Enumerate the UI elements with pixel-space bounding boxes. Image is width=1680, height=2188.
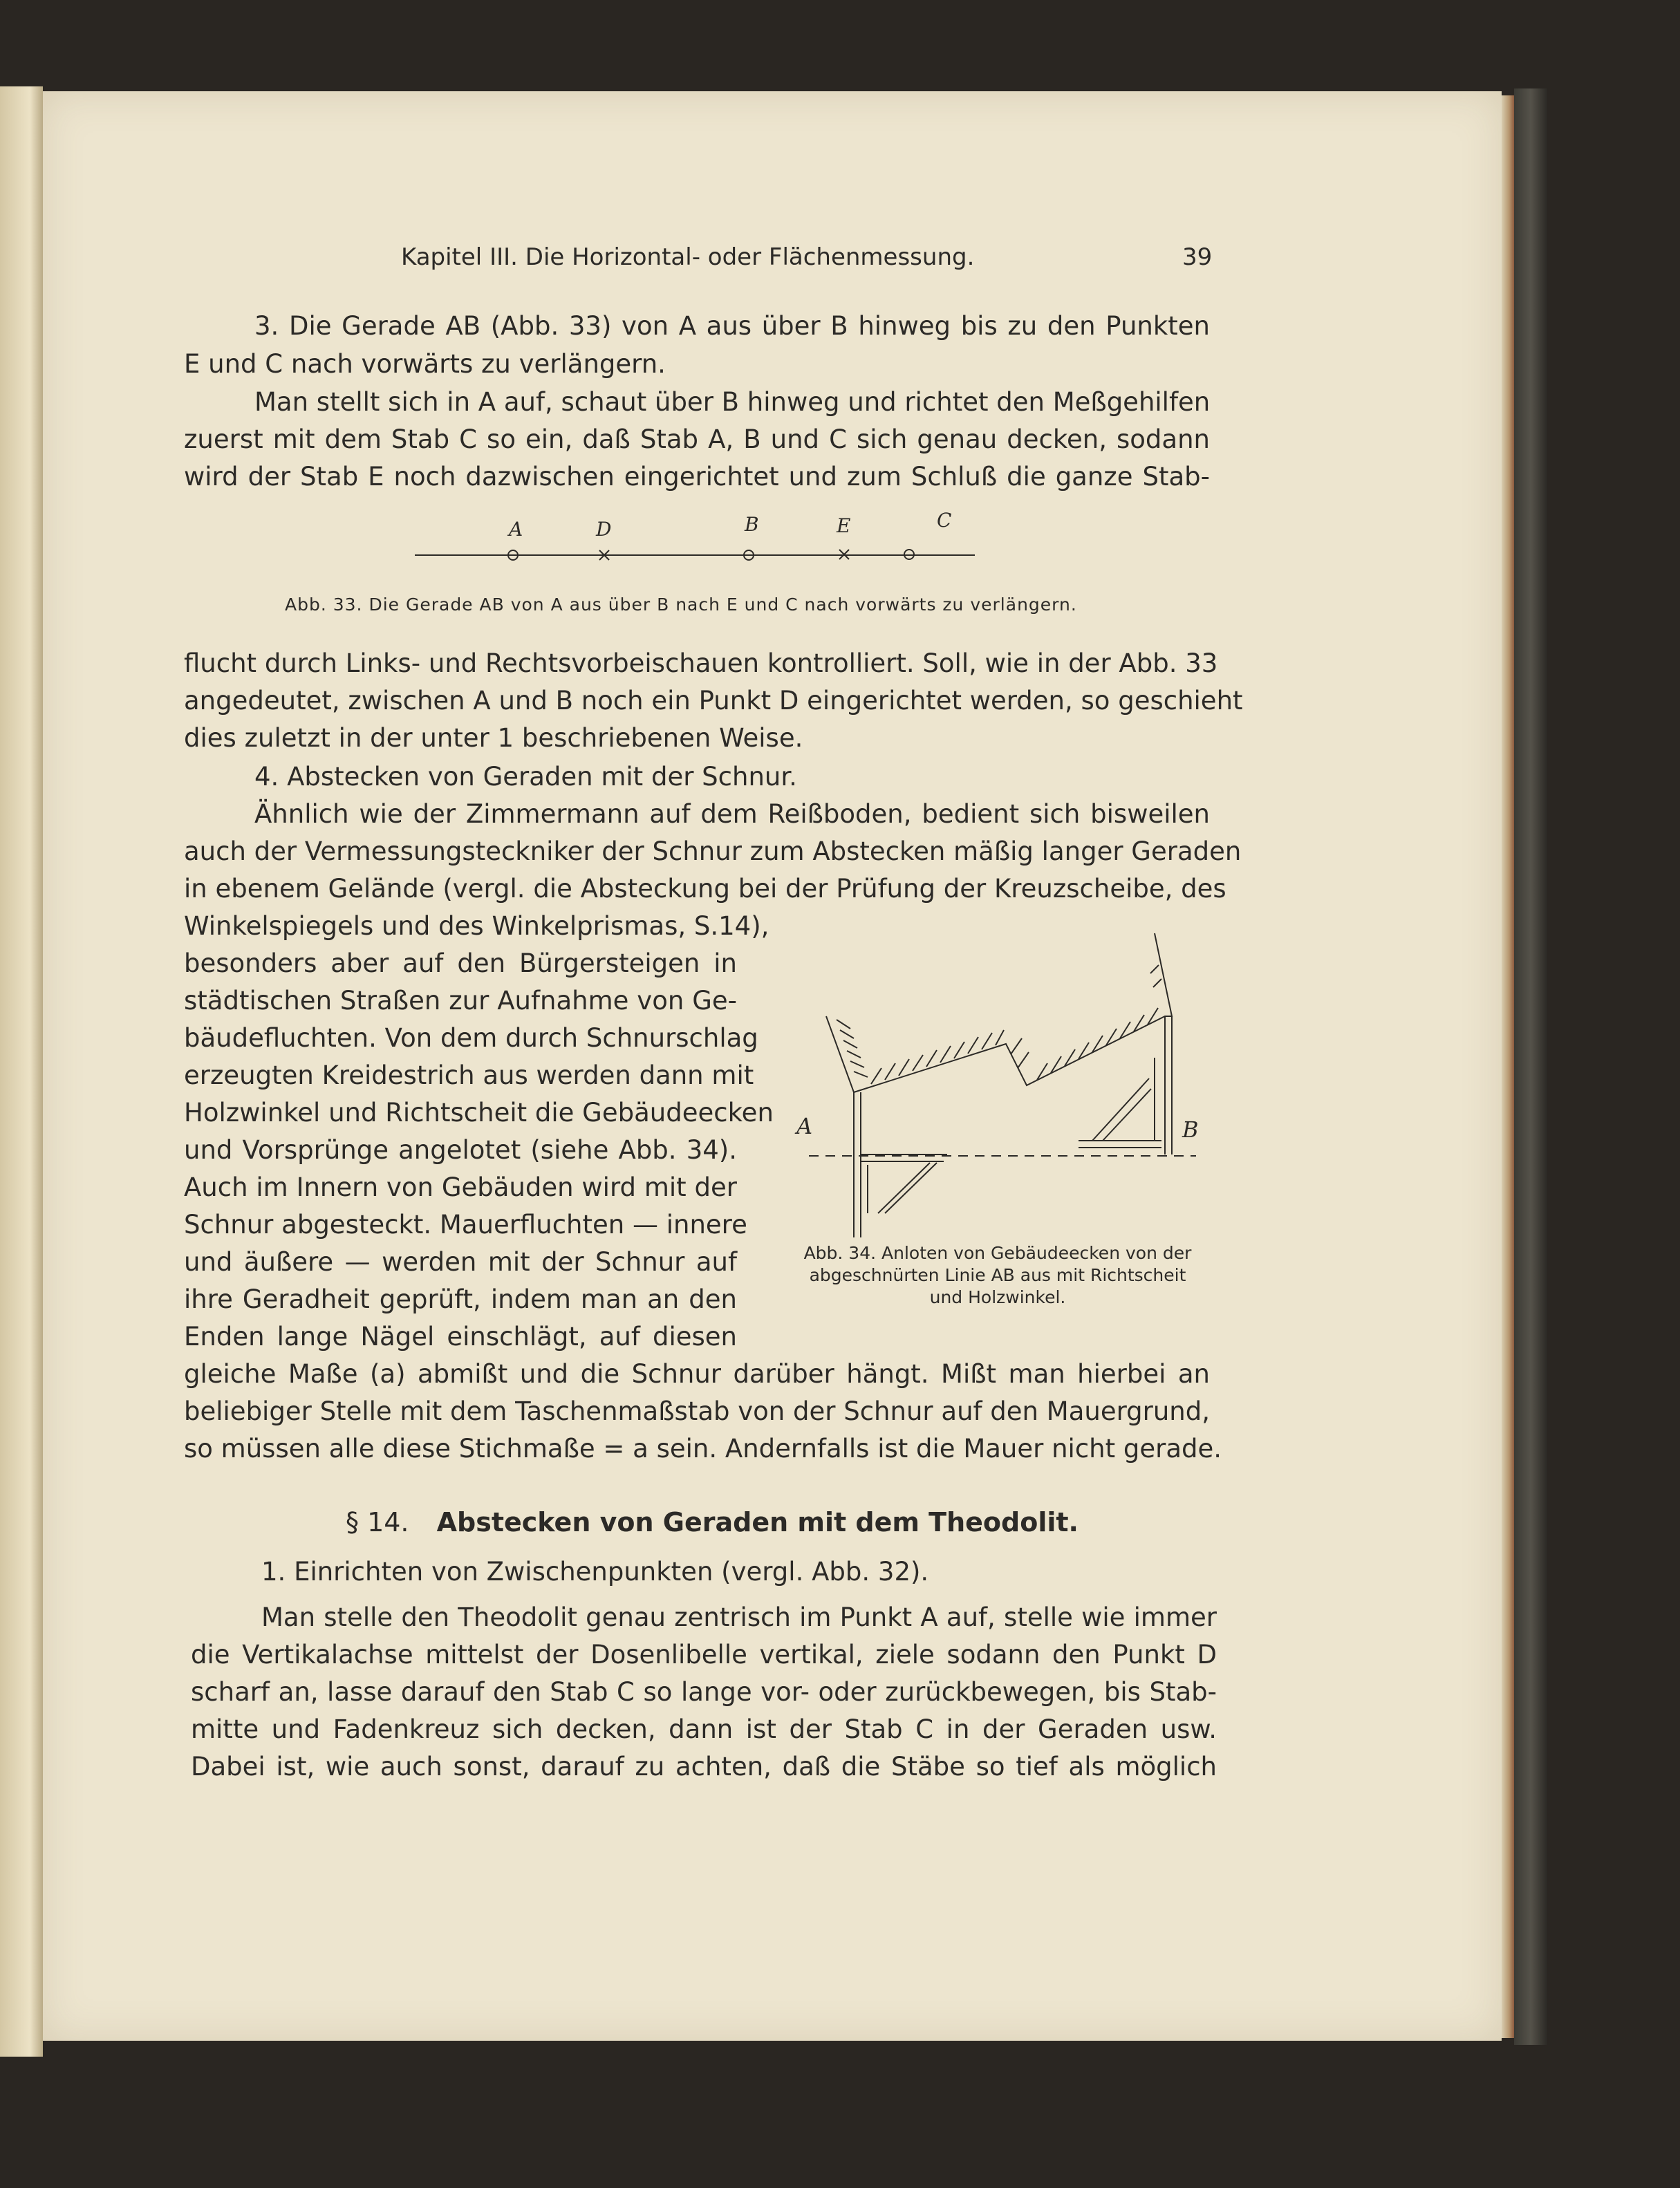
text-line: städtischen Straßen zur Aufnahme von Ge- bbox=[184, 986, 737, 1016]
point-b-label: B bbox=[1182, 1116, 1199, 1143]
right-wooden-square bbox=[1103, 1089, 1151, 1141]
caption-line: Abb. 34. Anloten von Gebäudeecken von der bbox=[803, 1243, 1192, 1263]
left-wooden-square bbox=[878, 1163, 930, 1213]
text-line: Man stellt sich in A auf, schaut über B hinweg und richtet den Meßgehilfen bbox=[254, 387, 1211, 417]
text-line: dies zuletzt in der unter 1 beschriebenen Weise. bbox=[184, 723, 803, 753]
text-line: auch der Vermessungsteckniker der Schnur zum Abstecken mäßig langer Geraden bbox=[184, 836, 1242, 866]
text-line: Enden lange Nägel einschlägt, auf diesen bbox=[184, 1322, 737, 1352]
text-line: gleiche Maße (a) abmißt und die Schnur darüber hängt. Mißt man hierbei an bbox=[184, 1359, 1210, 1389]
text-line: in ebenem Gelände (vergl. die Absteckung bei der Prüfung der Kreuzscheibe, des bbox=[184, 874, 1226, 904]
book-cover-edge bbox=[1514, 88, 1547, 2045]
page-stack-edge bbox=[1502, 95, 1514, 2038]
text-line: Auch im Innern von Gebäuden wird mit der bbox=[184, 1172, 737, 1202]
text-line: Dabei ist, wie auch sonst, darauf zu achten, daß die Stäbe so tief als möglich bbox=[191, 1752, 1217, 1782]
caption-line: abgeschnürten Linie AB aus mit Richtscheit bbox=[809, 1265, 1186, 1285]
text-line: Ähnlich wie der Zimmermann auf dem Reißboden, bedient sich bisweilen bbox=[254, 799, 1210, 829]
text-line: 3. Die Gerade AB (Abb. 33) von A aus über B hinweg bis zu den Punkten bbox=[254, 311, 1210, 341]
point-b-label: B bbox=[745, 513, 759, 536]
figure-34-diagram bbox=[788, 926, 1217, 1251]
text-line: mitte und Fadenkreuz sich decken, dann ist der Stab C in der Geraden usw. bbox=[191, 1714, 1217, 1744]
subsection-1-title: 1. Einrichten von Zwischenpunkten (vergl. Abb. 32). bbox=[261, 1557, 929, 1587]
wall-hatching bbox=[837, 965, 1161, 1084]
text-line: und Vorsprünge angelotet (siehe Abb. 34). bbox=[184, 1135, 737, 1165]
point-d-label: D bbox=[596, 518, 612, 541]
building-wall-outline bbox=[826, 933, 1172, 1092]
text-line: Schnur abgesteckt. Mauerfluchten — innere bbox=[184, 1210, 747, 1240]
text-line: zuerst mit dem Stab C so ein, daß Stab A, B und C sich genau decken, sodann bbox=[184, 424, 1210, 454]
text-line: Man stelle den Theodolit genau zentrisch im Punkt A auf, stelle wie immer bbox=[261, 1602, 1217, 1632]
text-line: Winkelspiegels und des Winkelprismas, S.14), bbox=[184, 911, 769, 941]
text-line: erzeugten Kreidestrich aus werden dann mit bbox=[184, 1060, 754, 1090]
text-line: bäudefluchten. Von dem durch Schnurschlag bbox=[184, 1023, 758, 1053]
text-line: so müssen alle diese Stichmaße = a sein. Andernfalls ist die Mauer nicht gerade. bbox=[184, 1434, 1222, 1464]
text-line: besonders aber auf den Bürgersteigen in bbox=[184, 948, 737, 978]
text-line: Holzwinkel und Richtscheit die Gebäudeecken bbox=[184, 1098, 774, 1128]
caption-line: und Holzwinkel. bbox=[929, 1287, 1066, 1307]
right-wooden-square bbox=[1092, 1078, 1149, 1141]
section-title: Abstecken von Geraden mit dem Theodolit. bbox=[436, 1507, 1079, 1537]
figure-33-caption: Abb. 33. Die Gerade AB von A aus über B nach E und C nach vorwärts zu verlängern. bbox=[285, 595, 1077, 615]
text-line: die Vertikalachse mittelst der Dosenlibelle vertikal, ziele sodann den Punkt D bbox=[191, 1640, 1217, 1670]
point-a-label: A bbox=[509, 518, 523, 541]
section-number: § 14. bbox=[346, 1507, 409, 1537]
point-e-label: E bbox=[837, 514, 851, 537]
left-wooden-square bbox=[885, 1163, 937, 1213]
text-line: ihre Geradheit geprüft, indem man an den bbox=[184, 1284, 737, 1314]
section-heading bbox=[346, 1507, 1079, 1537]
text-line: angedeutet, zwischen A und B noch ein Punkt D eingerichtet werden, so geschieht bbox=[184, 686, 1243, 716]
left-page-edge bbox=[0, 86, 43, 2057]
text-line: scharf an, lasse darauf den Stab C so lange vor- oder zurückbewegen, bis Stab- bbox=[191, 1677, 1217, 1707]
text-line: wird der Stab E noch dazwischen eingerichtet und zum Schluß die ganze Stab- bbox=[184, 462, 1210, 492]
text-line: und äußere — werden mit der Schnur auf bbox=[184, 1247, 737, 1277]
text-line: flucht durch Links- und Rechtsvorbeischauen kontrolliert. Soll, wie in der Abb. 33 bbox=[184, 648, 1218, 678]
page-number: 39 bbox=[1182, 243, 1213, 271]
point-c-label: C bbox=[937, 512, 952, 532]
figure-33-diagram bbox=[408, 512, 982, 574]
running-title: Kapitel III. Die Horizontal- oder Flächenmessung. bbox=[401, 243, 975, 271]
text-line: E und C nach vorwärts zu verlängern. bbox=[184, 349, 666, 379]
text-line: beliebiger Stelle mit dem Taschenmaßstab von der Schnur auf den Mauergrund, bbox=[184, 1396, 1210, 1426]
subsection-4-title: 4. Abstecken von Geraden mit der Schnur. bbox=[254, 762, 797, 792]
point-a-label: A bbox=[796, 1113, 813, 1139]
